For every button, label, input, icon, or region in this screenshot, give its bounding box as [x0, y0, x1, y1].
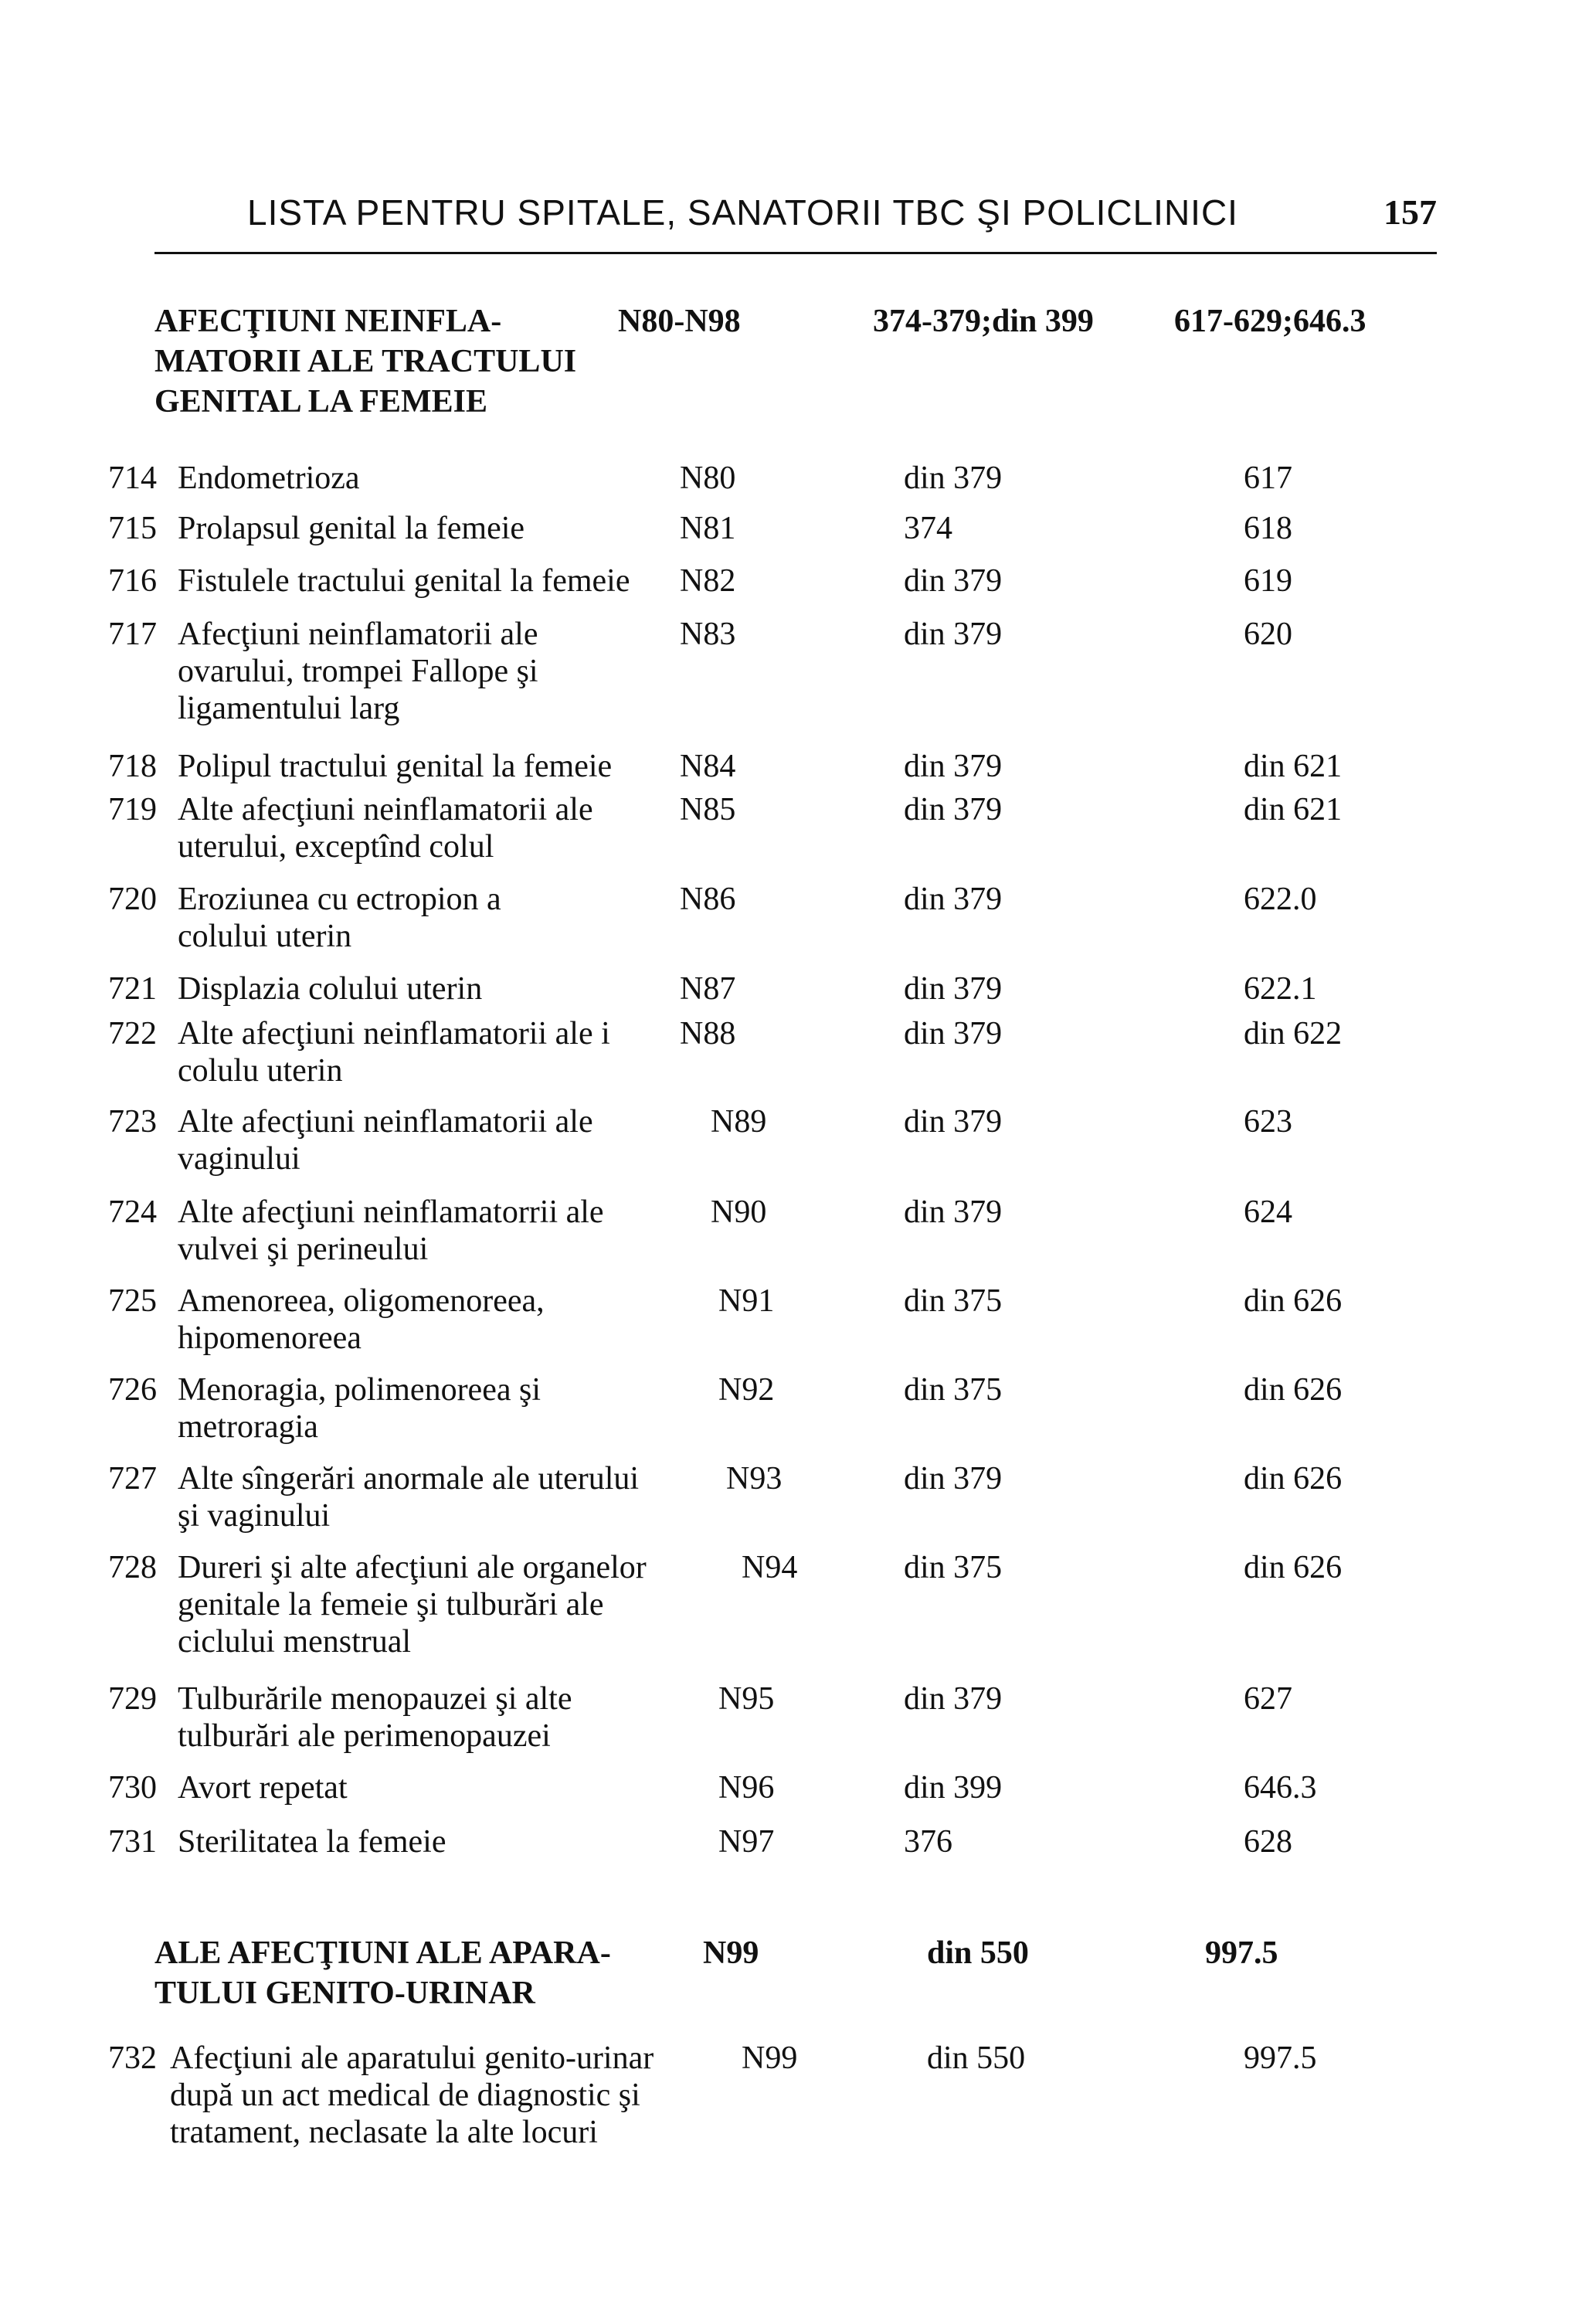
item-code: N96: [718, 1770, 775, 1806]
section-heading-genito-urinar: [154, 1933, 1468, 2018]
section-heading-genital: [154, 301, 1468, 433]
item-number: 714: [108, 460, 157, 496]
item-icd8: 627: [1244, 1681, 1292, 1717]
item-icd8: 997.5: [1244, 2040, 1317, 2076]
item-icd9: 374: [904, 511, 952, 546]
item-number: 727: [108, 1461, 157, 1497]
item-icd8: din 621: [1244, 749, 1343, 784]
item-code: N86: [680, 882, 736, 917]
item-code: N94: [742, 1550, 798, 1585]
item-description: Eroziunea cu ectropion a colului uterin: [178, 882, 501, 954]
item-code: N80: [680, 460, 736, 496]
item-code: N89: [711, 1104, 767, 1140]
item-icd9: din 375: [904, 1372, 1003, 1408]
item-code: N82: [680, 563, 736, 599]
item-icd8: din 622: [1244, 1016, 1343, 1052]
item-number: 715: [108, 511, 157, 546]
item-code: N91: [718, 1283, 775, 1319]
item-number: 717: [108, 617, 157, 652]
item-icd8: din 626: [1244, 1283, 1343, 1319]
item-number: 721: [108, 971, 157, 1007]
item-code: N87: [680, 971, 736, 1007]
item-description: Avort repetat: [178, 1770, 348, 1806]
item-description: Sterilitatea la femeie: [178, 1824, 446, 1860]
item-code: N84: [680, 749, 736, 784]
item-number: 732: [108, 2040, 157, 2076]
item-code: N90: [711, 1194, 767, 1230]
item-number: 729: [108, 1681, 157, 1717]
item-icd9: din 379: [904, 1681, 1003, 1717]
item-number: 723: [108, 1104, 157, 1140]
section-title: AFECŢIUNI NEINFLA- MATORII ALE TRACTULUI GENITAL LA FEMEIE: [154, 304, 577, 420]
header-rule: [154, 252, 1437, 254]
item-code: N88: [680, 1016, 736, 1052]
item-number: 725: [108, 1283, 157, 1319]
item-icd8: 623: [1244, 1104, 1292, 1140]
item-icd8: 622.1: [1244, 971, 1317, 1007]
item-number: 731: [108, 1824, 157, 1860]
section-icd8: 617-629;646.3: [1174, 304, 1366, 339]
page-header: [154, 192, 1437, 253]
item-code: N85: [680, 792, 736, 827]
item-number: 730: [108, 1770, 157, 1806]
page-number: 157: [1383, 192, 1437, 232]
item-description: Alte afecţiuni neinflamatorii ale vaginului: [178, 1104, 593, 1177]
item-icd8: 619: [1244, 563, 1292, 599]
section-icd8: 997.5: [1205, 1935, 1278, 1971]
item-number: 719: [108, 792, 157, 827]
item-number: 726: [108, 1372, 157, 1408]
item-description: Afecţiuni neinflamatorii ale ovarului, trompei Fallope şi ligamentului larg: [178, 617, 538, 726]
item-icd9: din 379: [904, 460, 1003, 496]
item-number: 724: [108, 1194, 157, 1230]
item-number: 718: [108, 749, 157, 784]
running-title: LISTA PENTRU SPITALE, SANATORII TBC ŞI POLICLINICI: [247, 192, 1238, 233]
item-description: Displazia colului uterin: [178, 971, 483, 1007]
item-icd9: din 375: [904, 1283, 1003, 1319]
item-icd9: din 379: [904, 617, 1003, 652]
item-icd9: din 379: [904, 749, 1003, 784]
item-number: 722: [108, 1016, 157, 1052]
item-icd9: din 379: [904, 971, 1003, 1007]
item-description: Tulburările menopauzei şi alte tulburări ale perimenopauzei: [178, 1681, 572, 1754]
item-code: N95: [718, 1681, 775, 1717]
item-description: Prolapsul genital la femeie: [178, 511, 525, 546]
item-description: Amenoreea, oligomenoreea, hipomenoreea: [178, 1283, 545, 1356]
item-number: 716: [108, 563, 157, 599]
item-icd8: din 626: [1244, 1372, 1343, 1408]
item-code: N92: [718, 1372, 775, 1408]
item-description: Endometrioza: [178, 460, 360, 496]
item-icd9: din 379: [904, 1104, 1003, 1140]
item-description: Afecţiuni ale aparatului genito-urinar după un act medical de diagnostic şi tratament, neclasate la alte locuri: [170, 2040, 654, 2150]
item-icd9: din 550: [927, 2040, 1026, 2076]
item-description: Menoragia, polimenoreea şi metroragia: [178, 1372, 541, 1445]
item-icd9: din 379: [904, 1194, 1003, 1230]
item-icd8: 617: [1244, 460, 1292, 496]
item-icd9: din 379: [904, 1016, 1003, 1052]
item-number: 720: [108, 882, 157, 917]
item-icd9: din 375: [904, 1550, 1003, 1585]
item-icd9: din 379: [904, 1461, 1003, 1497]
item-icd9: din 379: [904, 792, 1003, 827]
item-icd8: din 626: [1244, 1461, 1343, 1497]
item-icd8: 646.3: [1244, 1770, 1317, 1806]
item-code: N93: [726, 1461, 783, 1497]
item-icd9: 376: [904, 1824, 952, 1860]
item-icd8: 618: [1244, 511, 1292, 546]
item-code: N83: [680, 617, 736, 652]
item-icd9: din 379: [904, 882, 1003, 917]
item-description: Alte sîngerări anormale ale uterului şi vaginului: [178, 1461, 640, 1534]
item-icd9: din 399: [904, 1770, 1003, 1806]
item-code: N99: [742, 2040, 798, 2076]
section-code: N80-N98: [618, 304, 741, 339]
item-code: N97: [718, 1824, 775, 1860]
item-icd8: din 626: [1244, 1550, 1343, 1585]
section-title: ALE AFECŢIUNI ALE APARA- TULUI GENITO-URINAR: [154, 1935, 611, 2011]
item-icd8: 622.0: [1244, 882, 1317, 917]
item-icd9: din 379: [904, 563, 1003, 599]
item-code: N81: [680, 511, 736, 546]
item-description: Alte afecţiuni neinflamatorrii ale vulvei şi perineului: [178, 1194, 604, 1267]
item-icd8: din 621: [1244, 792, 1343, 827]
section-icd9: 374-379;din 399: [873, 304, 1094, 339]
item-description: Fistulele tractului genital la femeie: [178, 563, 630, 599]
item-icd8: 628: [1244, 1824, 1292, 1860]
section-code: N99: [703, 1935, 759, 1971]
item-icd8: 624: [1244, 1194, 1292, 1230]
section-icd9: din 550: [927, 1935, 1029, 1971]
item-description: Polipul tractului genital la femeie: [178, 749, 613, 784]
item-icd8: 620: [1244, 617, 1292, 652]
item-description: Alte afecţiuni neinflamatorii ale i colulu uterin: [178, 1016, 610, 1089]
item-description: Dureri şi alte afecţiuni ale organelor genitale la femeie şi tulburări ale ciclului menstrual: [178, 1550, 647, 1660]
item-number: 728: [108, 1550, 157, 1585]
item-description: Alte afecţiuni neinflamatorii ale uterului, exceptînd colul: [178, 792, 593, 865]
